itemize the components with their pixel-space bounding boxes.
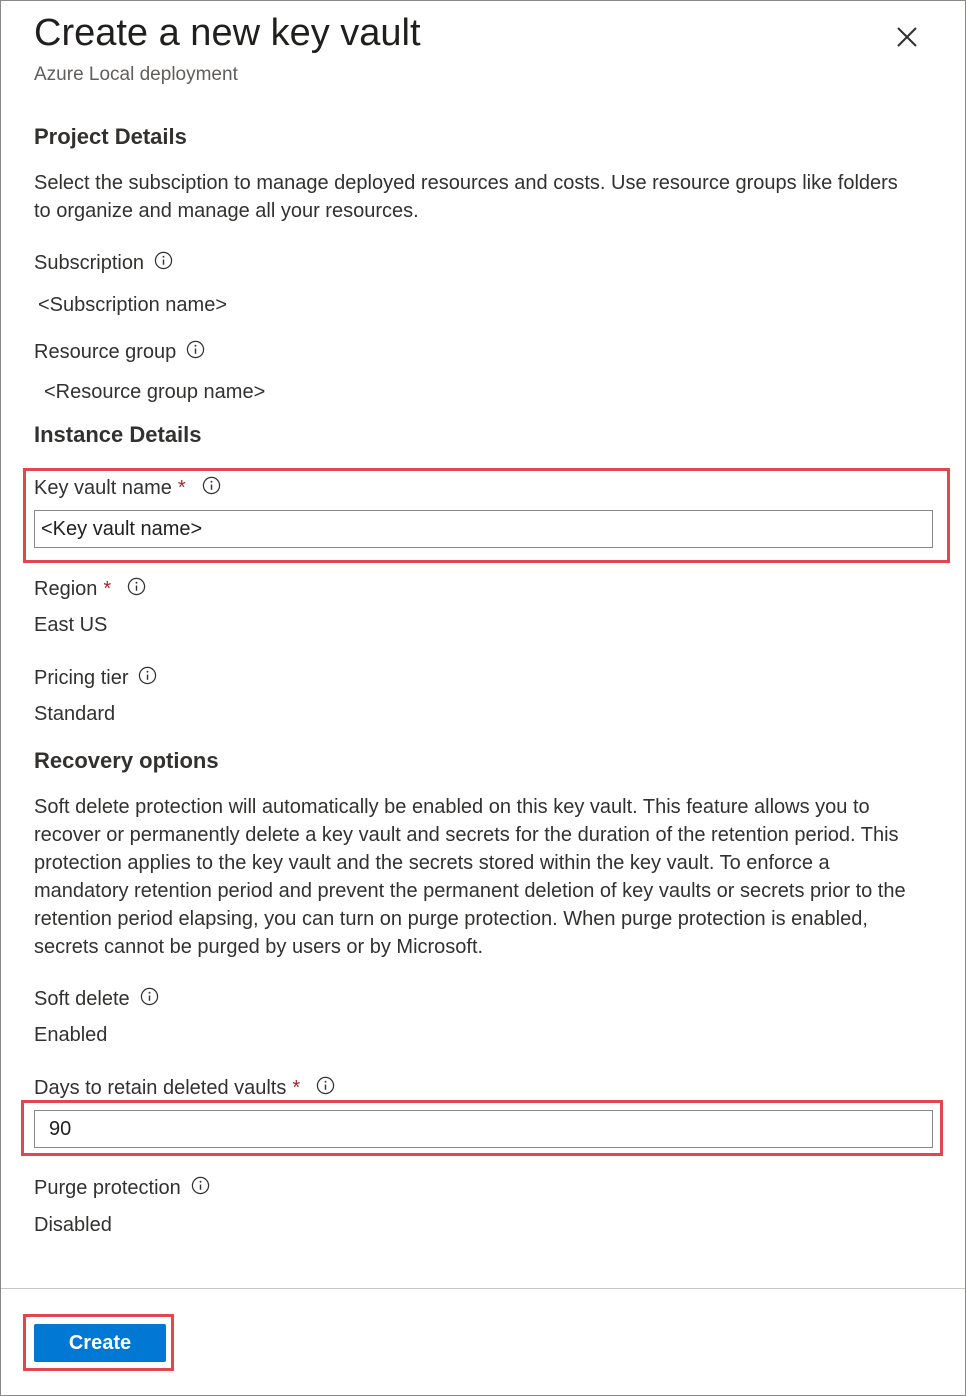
info-icon[interactable]	[202, 476, 221, 495]
project-details-description: Select the subsciption to manage deployed resources and costs. Use resource groups like folders to organize and manage all your resources.	[34, 172, 898, 222]
pricing-tier-label-row	[34, 667, 157, 690]
page-title: Create a new key vault	[34, 12, 421, 54]
info-icon[interactable]	[154, 251, 173, 270]
key-vault-name-label-row	[34, 477, 221, 500]
recovery-options-heading: Recovery options	[34, 748, 219, 773]
days-to-retain-input[interactable]	[34, 1110, 933, 1148]
required-marker: *	[292, 1077, 301, 1099]
region-label: Region	[34, 578, 98, 600]
close-icon[interactable]	[890, 20, 924, 54]
info-icon[interactable]	[138, 666, 157, 685]
required-marker: *	[103, 578, 112, 600]
subscription-label: Subscription	[34, 252, 145, 274]
key-vault-name-label: Key vault name	[34, 477, 172, 499]
purge-protection-label-row	[34, 1177, 210, 1200]
soft-delete-label: Soft delete	[34, 988, 130, 1010]
purge-protection-value: Disabled	[34, 1214, 112, 1236]
purge-protection-label: Purge protection	[34, 1177, 181, 1199]
required-marker: *	[177, 477, 186, 499]
resource-group-label-row	[34, 341, 205, 364]
project-details-heading: Project Details	[34, 124, 187, 149]
subscription-label-row	[34, 252, 173, 275]
pricing-tier-value: Standard	[34, 703, 116, 725]
region-label-row	[34, 578, 146, 601]
soft-delete-value: Enabled	[34, 1024, 108, 1046]
footer-divider	[1, 1288, 965, 1289]
instance-details-heading: Instance Details	[34, 422, 202, 447]
page-subtitle: Azure Local deployment	[34, 64, 238, 85]
days-to-retain-label-row	[34, 1077, 335, 1100]
close-button[interactable]	[890, 20, 924, 54]
resource-group-value: <Resource group name>	[44, 381, 266, 403]
info-icon[interactable]	[127, 577, 146, 596]
region-value: East US	[34, 614, 108, 636]
recovery-options-description: Soft delete protection will automatically be enabled on this key vault. This feature allows you to recover or permanently delete a key vault and secrets for the duration of the retention period. This protection applies to the key vault and the secrets stored within the key vault. To enforce a mandatory retention period and prevent the permanent deletion of key vaults or secrets prior to the retention period elapsing, you can turn on purge protection. When purge protection is enabled, secrets cannot be purged by users or by Microsoft.	[34, 796, 906, 958]
info-icon[interactable]	[186, 340, 205, 359]
days-to-retain-label: Days to retain deleted vaults	[34, 1077, 287, 1099]
create-button[interactable]: Create	[34, 1324, 166, 1362]
key-vault-name-input[interactable]	[34, 510, 933, 548]
info-icon[interactable]	[191, 1176, 210, 1195]
info-icon[interactable]	[140, 987, 159, 1006]
resource-group-label: Resource group	[34, 341, 177, 363]
subscription-value: <Subscription name>	[38, 294, 228, 316]
soft-delete-label-row	[34, 988, 159, 1011]
pricing-tier-label: Pricing tier	[34, 667, 129, 689]
info-icon[interactable]	[316, 1076, 335, 1095]
